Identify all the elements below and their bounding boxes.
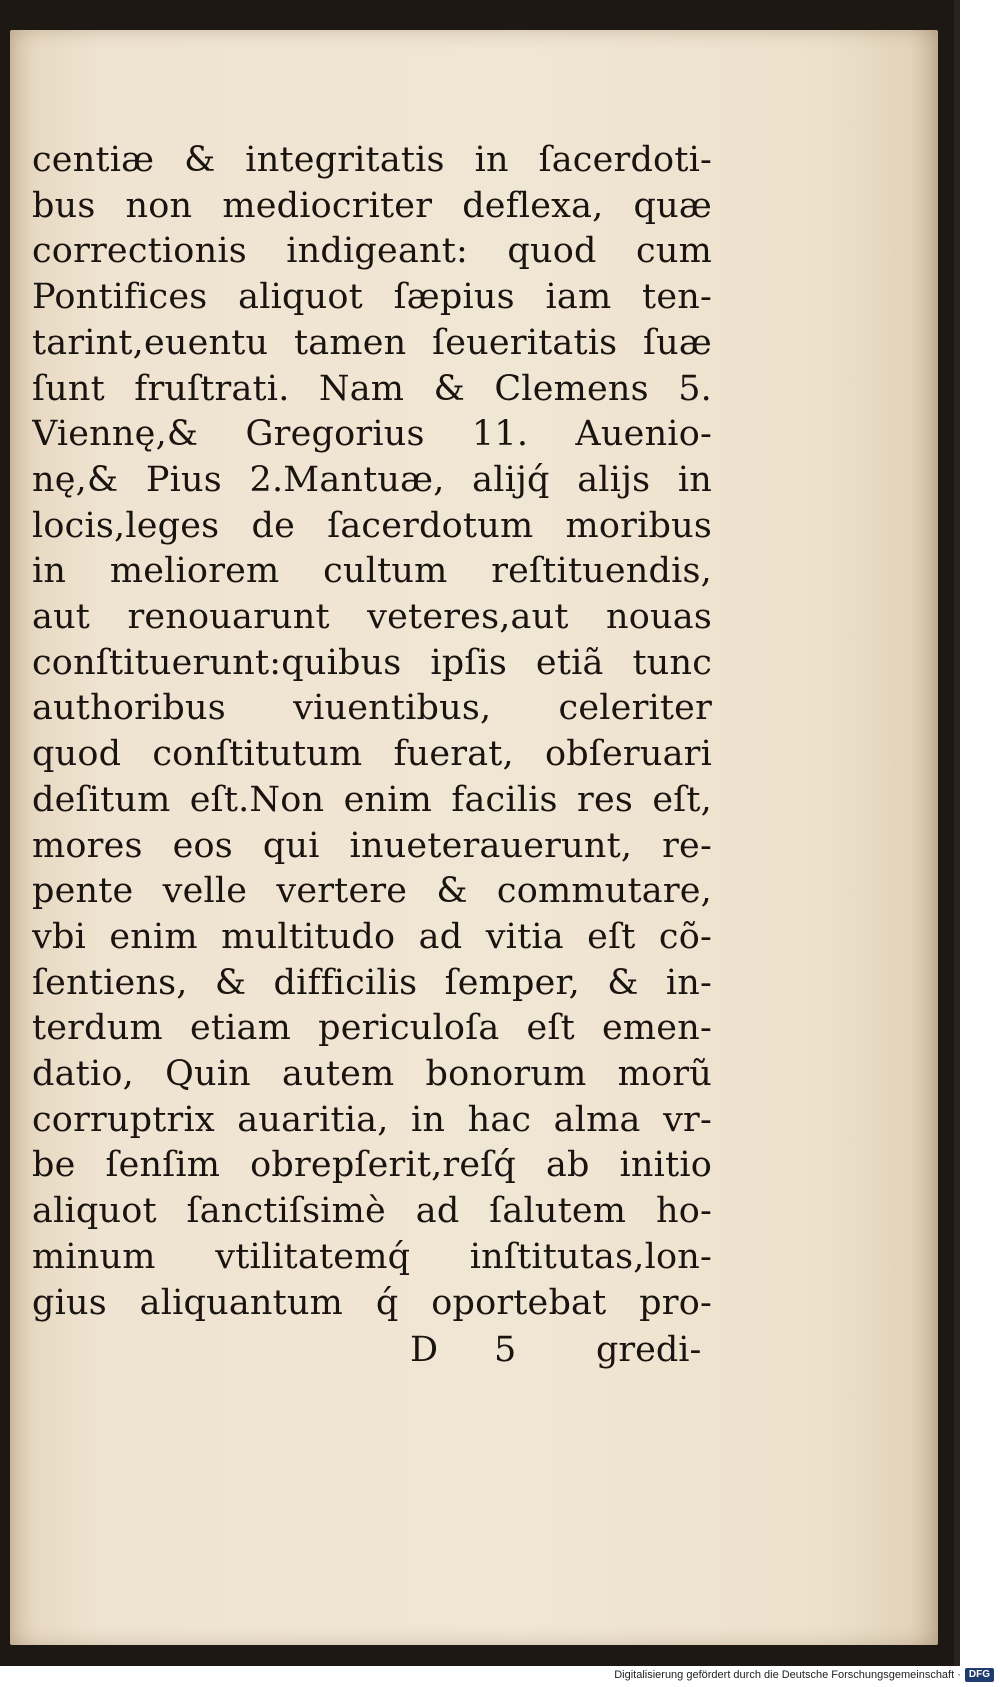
- signature-line: [32, 1330, 712, 1380]
- text-line: in meliorem cultum reſtituendis,: [32, 551, 712, 592]
- text-line: ſunt fruſtrati. Nam & Clemens 5.: [32, 368, 712, 409]
- text-line: gius aliquantum q́ oportebat pro-: [32, 1282, 712, 1323]
- text-line: authoribus viuentibus, celeriter: [32, 688, 712, 729]
- text-line: centiæ & integritatis in ſacerdoti-: [32, 140, 712, 180]
- catchword: gredi-: [596, 1330, 702, 1370]
- text-line: pente velle vertere & commutare,: [32, 871, 712, 912]
- text-line: tarint,euentu tamen ſeueritatis ſuæ: [32, 322, 712, 363]
- text-line: locis,leges de ſacerdotum moribus: [32, 505, 712, 546]
- signature-number: 5: [494, 1330, 517, 1370]
- text-line: nę,& Pius 2.Mantuæ, alijq́ alijs in: [32, 459, 712, 500]
- text-line: aliquot ſanctiſsimè ad ſalutem ho-: [32, 1191, 712, 1232]
- text-line: conſtituerunt:quibus ipſis etiã tunc: [32, 642, 712, 683]
- text-line: minum vtilitatemq́ inſtitutas,lon-: [32, 1236, 712, 1277]
- dfg-logo-icon: DFG: [965, 1668, 994, 1682]
- text-line: bus non mediocriter deflexa, quæ: [32, 185, 712, 226]
- text-line: mores eos qui inueterauerunt, re-: [32, 825, 712, 866]
- text-line: Pontifices aliquot ſæpius iam ten-: [32, 277, 712, 318]
- text-line: terdum etiam periculoſa eſt emen-: [32, 1008, 712, 1049]
- book-page: [10, 30, 938, 1645]
- text-line: correctionis indigeant: quod cum: [32, 231, 712, 272]
- text-line: Viennę,& Gregorius 11. Auenio-: [32, 414, 712, 455]
- credit-text: Digitalisierung gefördert durch die Deutsche Forschungsgemeinschaft ·: [614, 1669, 961, 1681]
- text-line: be ſenſim obrepſerit,reſq́ ab initio: [32, 1145, 712, 1186]
- text-line: corruptrix auaritia, in hac alma vr-: [32, 1099, 712, 1140]
- digitization-credit: [614, 1667, 994, 1683]
- text-line: ſentiens, & difficilis ſemper, & in-: [32, 962, 712, 1003]
- text-line: deſitum eſt.Non enim facilis res eſt,: [32, 779, 712, 820]
- text-line: vbi enim multitudo ad vitia eſt cõ-: [32, 916, 712, 957]
- page-text-block: [32, 138, 712, 1326]
- signature-mark: D: [410, 1330, 439, 1370]
- text-line: quod conſtitutum fuerat, obſeruari: [32, 734, 712, 775]
- text-line: aut renouarunt veteres,aut nouas: [32, 597, 712, 638]
- text-line: datio, Quin autem bonorum morũ: [32, 1054, 712, 1095]
